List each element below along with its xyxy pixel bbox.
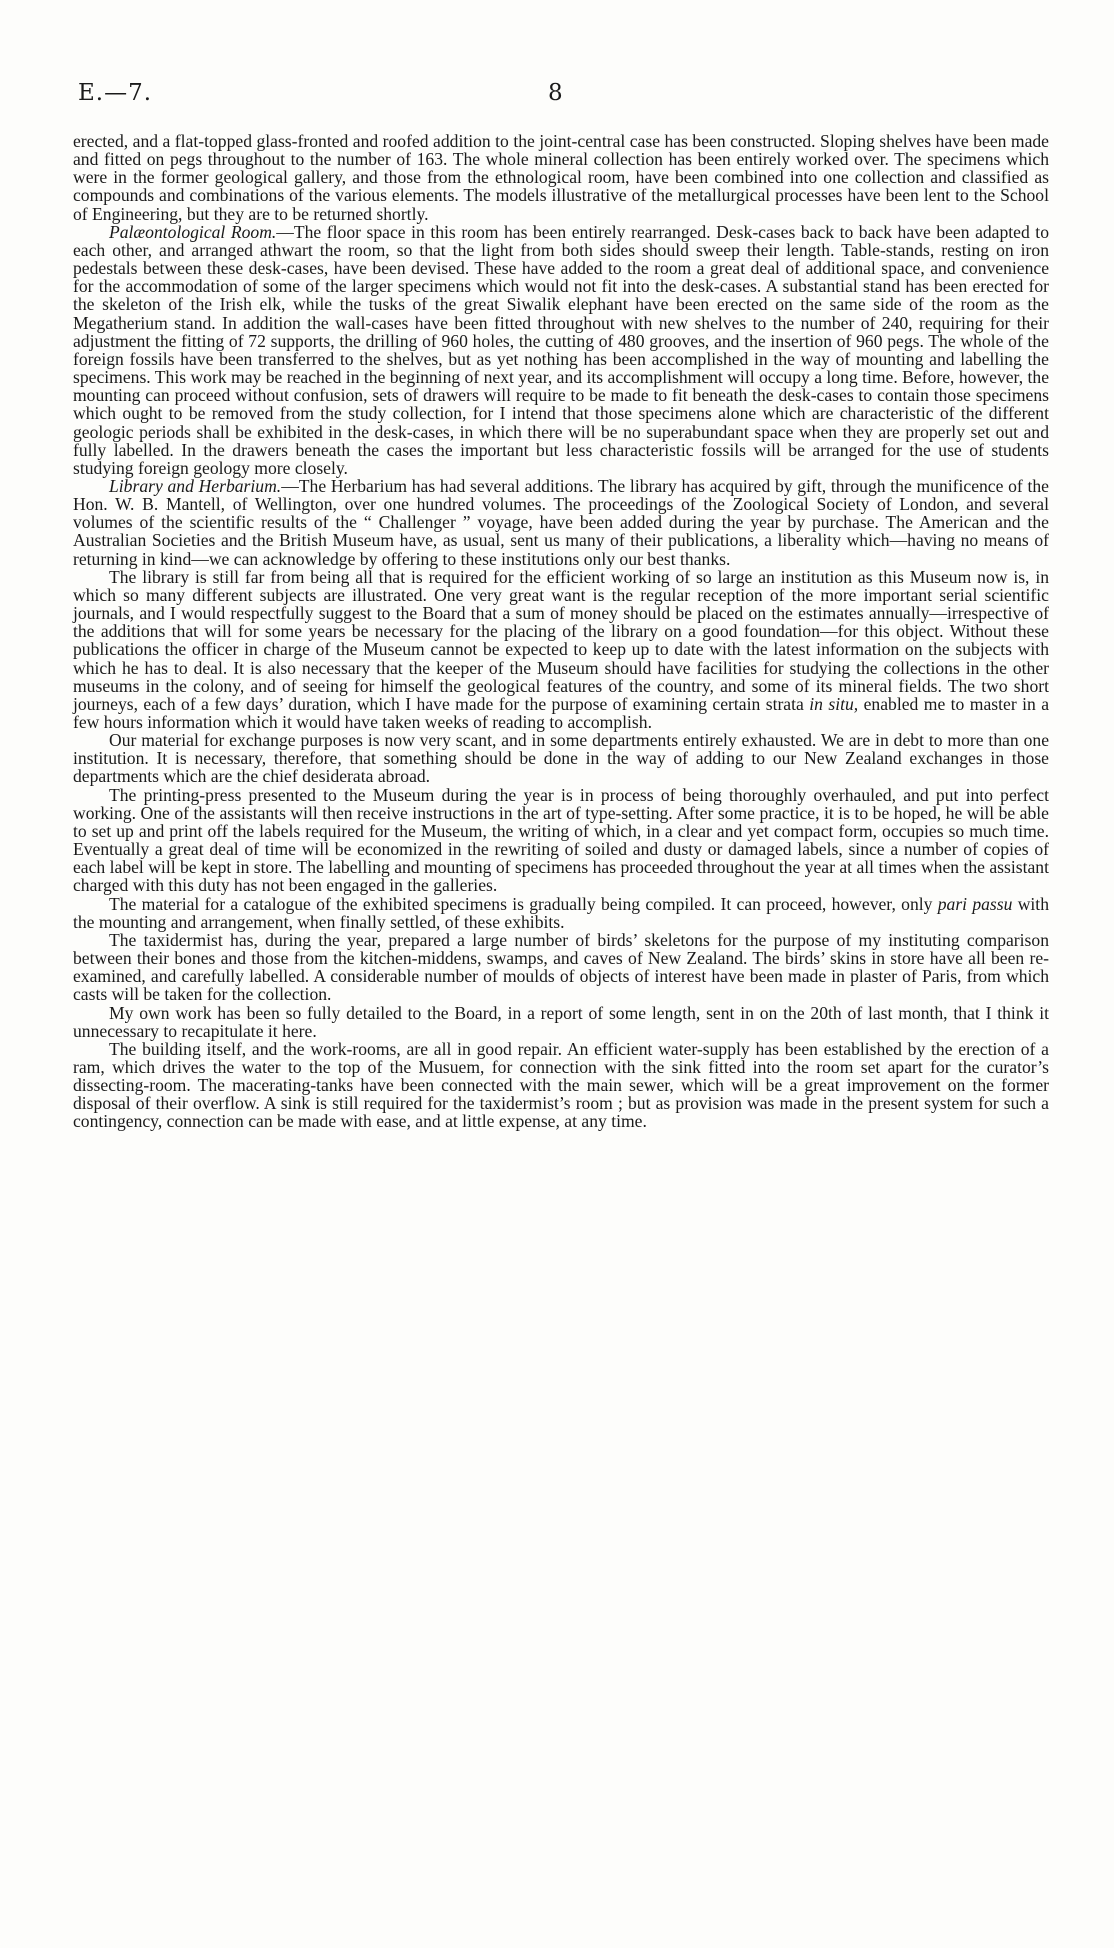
section-heading: Library and Herbarium. [109,475,282,496]
paragraph-text: The library is still far from being all that is required for the efficient working of so large an institution as this Museum now is, in which so many different subjects are illustrated. One very great want is the regular reception of the more important serial scientific journals, and I would respectfully suggest to the Board that a sum of money should be placed on the estimates annually—irrespective of the additions that will for some years be necessary for the placing of the library on a good foundation—for this object. Without these publications the officer in charge of the Museum cannot be expected to keep up to date with the latest information on the subjects with which he has to deal. It is also necessary that the keeper of the Museum should have facilities for studying the collections in the other museums in the colony, and of seeing for himself the geological features of the country, and some of its mineral fields. The two short journeys, each of a few days’ duration, which I have made for the purpose of examining certain strata [73,566,1049,714]
italic-phrase: in situ, [809,693,859,714]
paragraph [73,895,1049,931]
paragraph [73,568,1049,731]
paragraph-text: The printing-press presented to the Museum during the year is in process of being thoroughly overhauled, and put into perfect working. One of the assistants will then receive instructions in the art of type-setting. After some practice, it is to be hoped, he will be able to set up and print off the labels required for the Museum, the writing of which, in a clear and yet compact form, occupies so much time. Eventually a great deal of time will be economized in the rewriting of soiled and dusty or damaged labels, since a number of copies of each label will be kept in store. The labelling and mounting of specimens has proceeded throughout the year at all times when the assistant charged with this duty has not been engaged in the galleries. [73,784,1049,896]
paragraph [73,477,1049,568]
paragraph-text: —The floor space in this room has been entirely rearranged. Desk-cases back to back have been adapted to each other, and arranged athwart the room, so that the light from both sides should sweep their length. Table-stands, resting on iron pedestals between these desk-cases, have been devised. These have added to the room a great deal of additional space, and convenience for the accommodation of some of the larger specimens which would not fit into the desk-cases. A substantial stand has been erected for the skeleton of the Irish elk, while the tusks of the great Siwalik elephant have been erected on the same side of the room as the Megatherium stand. In addition the wall-cases have been fitted throughout with new shelves to the number of 240, requiring for their adjustment the fitting of 72 supports, the drilling of 960 holes, the cutting of 480 grooves, and the insertion of 960 pegs. The whole of the foreign fossils have been transferred to the shelves, but as yet nothing has been accomplished in the way of mounting and labelling the specimens. This work may be reached in the beginning of next year, and its accomplishment will occupy a long time. Before, however, the mounting can proceed without confusion, sets of drawers will require to be made to fit beneath the desk-cases to contain those specimens which ought to be removed from the study collection, for I intend that those specimens alone which are characteristic of the different geologic periods shall be exhibited in the desk-cases, in which there will be no superabundant space when they are properly set out and fully labelled. In the drawers beneath the cases the important but less characteristic fossils will be arranged for the use of students studying foreign geology more closely. [73,221,1049,478]
paragraph [73,731,1049,785]
paragraph [73,786,1049,895]
paragraph-text: The taxidermist has, during the year, prepared a large number of birds’ skeletons for the purpose of my instituting comparison between their bones and those from the kitchen-middens, swamps, and caves of New Zealand. The birds’ skins in store have all been re-examined, and carefully labelled. A considerable number of moulds of objects of interest have been made in plaster of Paris, from which casts will be taken for the collection. [73,929,1049,1005]
paragraph-text: The material for a catalogue of the exhibited specimens is gradually being compiled. It can proceed, however, only [109,893,933,914]
paragraph-text: Our material for exchange purposes is now very scant, and in some departments entirely exhausted. We are in debt to more than one institution. It is necessary, therefore, that something should be done in the way of adding to our New Zealand exchanges in those departments which are the chief desiderata abroad. [73,730,1049,787]
document-reference: E.—7. [78,80,153,106]
paragraph [73,132,1049,223]
page-number: 8 [548,80,563,106]
paragraph [73,1040,1049,1131]
paragraph-text: enabled me to master in a few hours information which it would have taken weeks of reading to accomplish. [73,693,1050,732]
paragraph [73,1004,1049,1040]
paragraph-text: The building itself, and the work-rooms, are all in good repair. An efficient water-supply has been established by the erection of a ram, which drives the water to the top of the Musuem, for connection with the sink fitted into the room set apart for the curator’s dissecting-room. The macerating-tanks have been connected with the main sewer, which will be a great improvement on the former disposal of their overflow. A sink is still required for the taxidermist’s room ; but as provision was made in the present system for such a contingency, connection can be made with ease, and at little expense, at any time. [73,1038,1049,1132]
paragraph [73,931,1049,1004]
paragraph-text: My own work has been so fully detailed to the Board, in a report of some length, sent in on the 20th of last month, that I think it unnecessary to recapitulate it here. [73,1002,1049,1041]
paragraph [73,223,1049,477]
page-header [0,80,1114,114]
section-heading: Palæontological Room. [109,221,277,242]
paragraph-text: erected, and a flat-topped glass-fronted and roofed addition to the joint-central case has been constructed. Sloping shelves have been made and fitted on pegs throughout to the number of 163. The whole mineral collection has been entirely worked over. The specimens which were in the former geological gallery, and those from the ethnological room, have been combined into one collection and classified as compounds and combinations of the various elements. The models illustrative of the metallurgical processes have been lent to the School of Engineering, but they are to be returned shortly. [73,131,1049,224]
italic-phrase: pari passu [937,893,1013,914]
body-text [73,132,1049,1131]
paragraph-text: with the mounting and arrangement, when finally settled, of these exhibits. [73,893,1049,932]
paragraph-text: —The Herbarium has had several additions. The library has acquired by gift, through the munificence of the Hon. W. B. Mantell, of Wellington, over one hundred volumes. The proceedings of the Zoological Society of London, and several volumes of the scientific results of the “ Challenger ” voyage, have been added during the year by purchase. The American and the Australian Societies and the British Museum have, as usual, sent us many of their publications, a liberality which—having no means of returning in kind—we can acknowledge by offering to these institutions only our best thanks. [73,475,1049,569]
